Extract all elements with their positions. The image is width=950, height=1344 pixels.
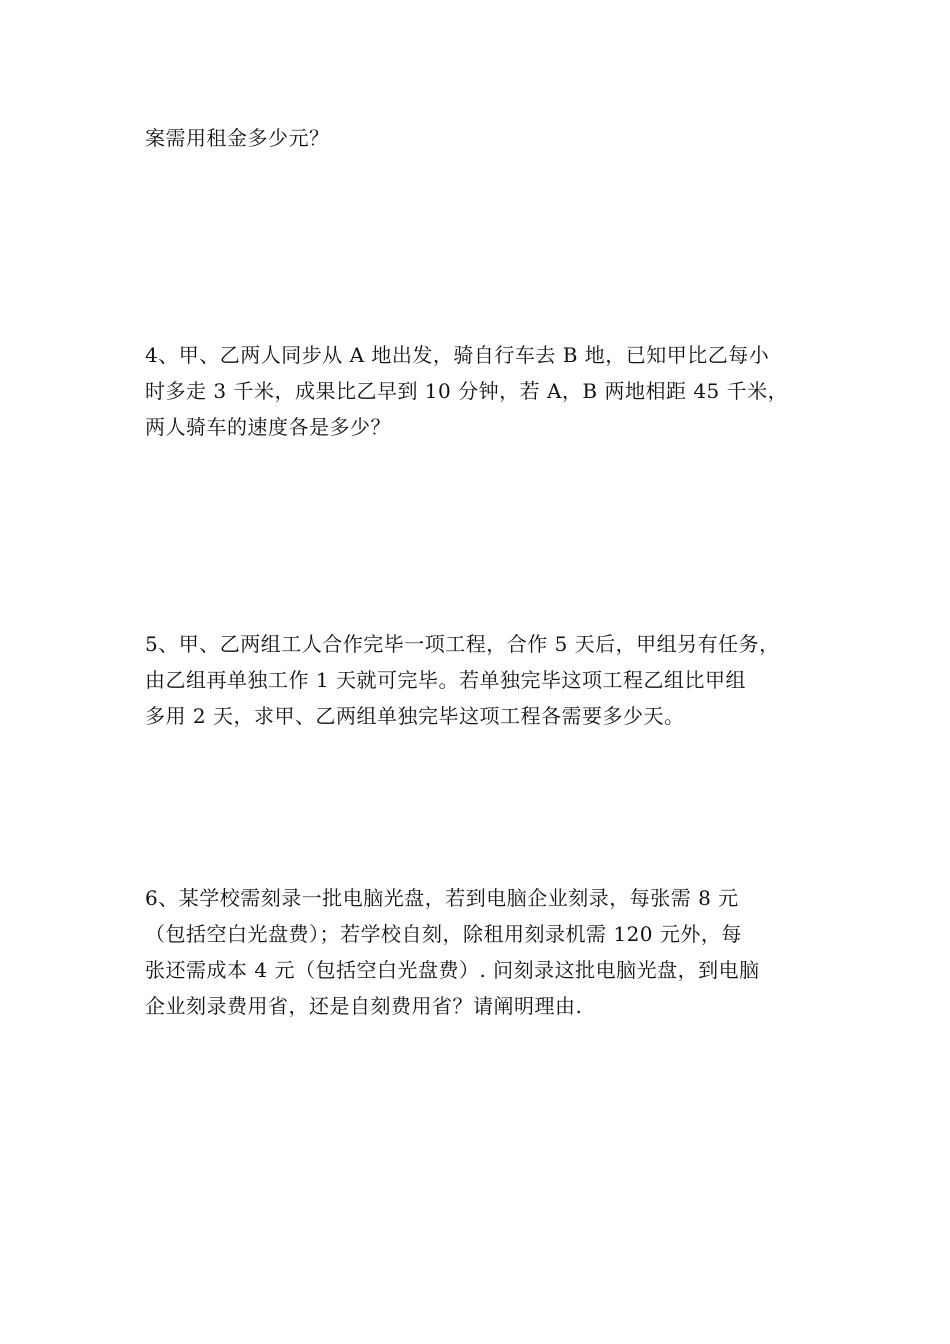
question-4 (145, 337, 845, 445)
text-line: 4、甲、乙两人同步从 A 地出发，骑自行车去 B 地，已知甲比乙每小 (145, 343, 770, 367)
question-continuation (145, 120, 845, 156)
text-line: 案需用租金多少元？ (145, 126, 330, 150)
text-line: 6、某学校需刻录一批电脑光盘，若到电脑企业刻录，每张需 8 元 (145, 886, 739, 910)
text-line: 由乙组再单独工作 1 天就可完毕。若单独完毕这项工程乙组比甲组 (145, 668, 746, 692)
text-line: 企业刻录费用省，还是自刻费用省？请阐明理由. (145, 994, 583, 1018)
text-line: 多用 2 天，求甲、乙两组单独完毕这项工程各需要多少天。 (145, 704, 685, 728)
text-line: 张还需成本 4 元（包括空白光盘费）. 问刻录这批电脑光盘，到电脑 (145, 958, 760, 982)
text-line: （包括空白光盘费）；若学校自刻，除租用刻录机需 120 元外，每 (145, 922, 742, 946)
text-line: 时多走 3 千米，成果比乙早到 10 分钟，若 A，B 两地相距 45 千米， (145, 379, 789, 403)
text-line: 5、甲、乙两组工人合作完毕一项工程，合作 5 天后，甲组另有任务， (145, 632, 780, 656)
text-line: 两人骑车的速度各是多少？ (145, 415, 391, 439)
question-6 (145, 880, 845, 1024)
question-5 (145, 626, 845, 734)
